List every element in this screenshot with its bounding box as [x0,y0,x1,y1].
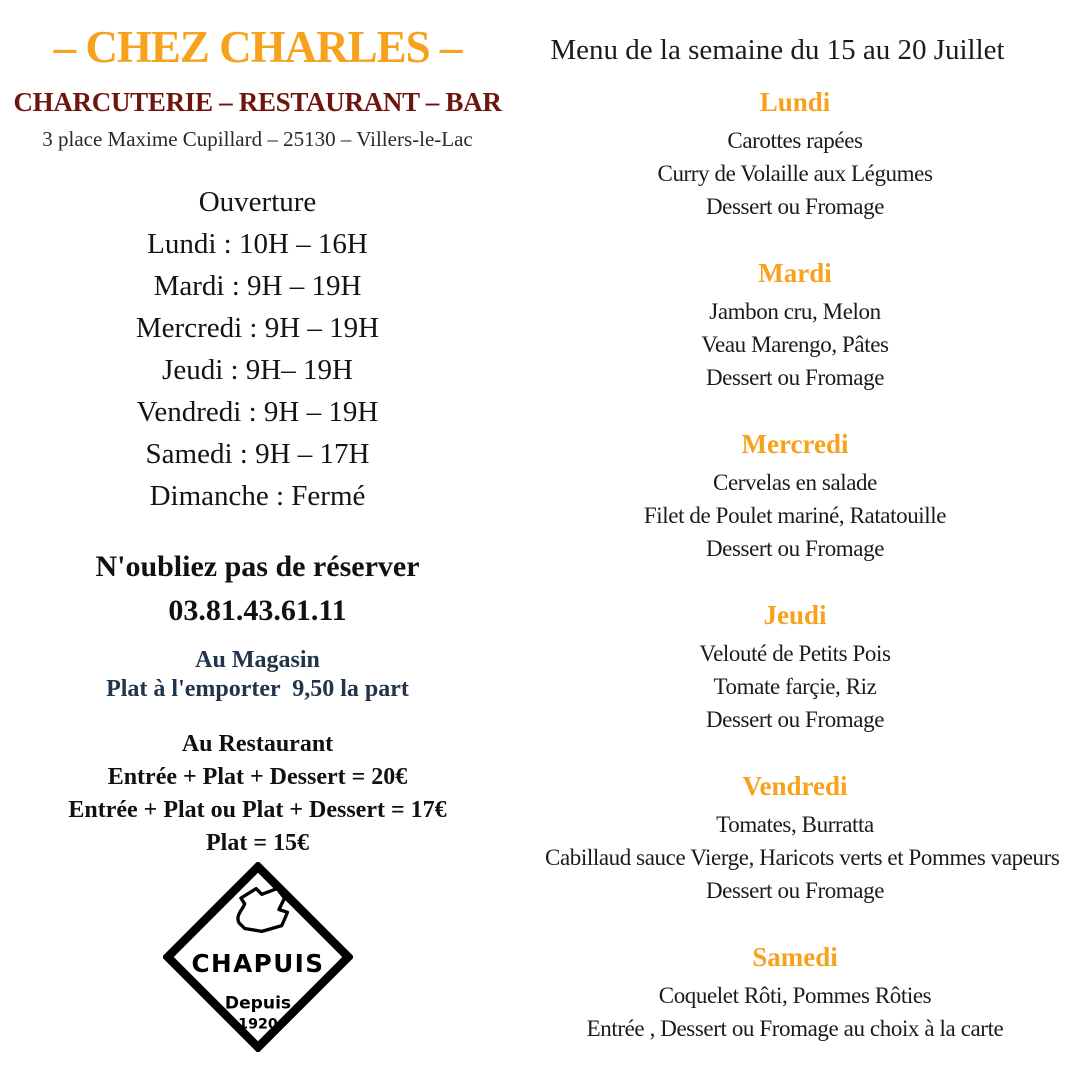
day-block-mercredi [545,426,1045,565]
weekly-menu-days [545,84,1060,1077]
day-block-mardi [545,255,1045,394]
day-heading: Vendredi [742,771,848,801]
price-line: Entrée + Plat ou Plat + Dessert = 17€ [68,797,447,823]
menu-item: Tomate farçie, Riz [713,674,877,699]
price-line: Entrée + Plat + Dessert = 20€ [107,764,408,790]
day-heading: Mercredi [741,429,849,459]
day-block-vendredi [545,768,1060,907]
hours-line: Dimanche : Fermé [149,480,366,512]
takeaway-heading: Au Magasin [195,647,320,673]
hours-line: Vendredi : 9H – 19H [136,396,379,428]
menu-item: Dessert ou Fromage [705,536,885,561]
logo-name: CHAPUIS [191,949,325,979]
hours-line: Lundi : 10H – 16H [147,228,368,260]
menu-item: Dessert ou Fromage [705,194,885,219]
day-heading: Mardi [758,258,832,288]
restaurant-prices [0,761,515,860]
hours-line: Mardi : 9H – 19H [153,270,362,302]
weekly-menu-title: Menu de la semaine du 15 au 20 Juillet [550,34,1005,66]
reservation-block [0,545,515,633]
restaurant-type: CHARCUTERIE – RESTAURANT – BAR [13,87,502,117]
takeaway-price: Plat à l'emporter 9,50 la part [106,676,409,702]
menu-item: Dessert ou Fromage [705,707,885,732]
logo-since-year: 1920 [238,1016,278,1033]
restaurant-name: – CHEZ CHARLES – [53,22,462,72]
restaurant-prices-block [0,728,515,860]
menu-item: Veau Marengo, Pâtes [701,332,889,357]
menu-item: Filet de Poulet mariné, Ratatouille [643,503,947,528]
menu-item: Tomates, Burratta [716,812,874,837]
opening-hours [0,181,515,517]
day-block-jeudi [545,597,1045,736]
menu-item: Cabillaud sauce Vierge, Haricots verts et Pommes vapeurs [545,845,1060,870]
takeaway-block [0,646,515,704]
menu-item: Cervelas en salade [713,470,877,495]
logo-since-label: Depuis [224,993,292,1014]
hours-line: Mercredi : 9H – 19H [135,312,380,344]
menu-item: Velouté de Petits Pois [699,641,891,666]
price-line: Plat = 15€ [206,830,309,856]
chapuis-logo [163,862,353,1052]
restaurant-prices-heading: Au Restaurant [181,731,334,757]
opening-hours-heading: Ouverture [198,186,317,218]
menu-item: Jambon cru, Melon [709,299,881,324]
menu-item: Coquelet Rôti, Pommes Rôties [658,983,932,1008]
day-block-lundi [545,84,1045,223]
chapuis-emblem-icon [238,889,287,932]
menu-item: Dessert ou Fromage [705,878,885,903]
menu-item: Dessert ou Fromage [705,365,885,390]
hours-line: Jeudi : 9H– 19H [162,354,353,386]
day-heading: Jeudi [763,600,827,630]
day-block-samedi [545,939,1045,1045]
menu-item: Carottes rapées [727,128,863,153]
hours-list [0,223,515,517]
menu-item: Curry de Volaille aux Légumes [657,161,933,186]
hours-line: Samedi : 9H – 17H [145,438,370,470]
phone-number: 03.81.43.61.11 [168,594,347,627]
restaurant-address: 3 place Maxime Cupillard – 25130 – Villers-le-Lac [42,127,473,151]
day-heading: Samedi [752,942,838,972]
menu-item: Entrée , Dessert ou Fromage au choix à la carte [586,1016,1004,1041]
reservation-text: N'oubliez pas de réserver [95,550,420,583]
day-heading: Lundi [759,87,831,117]
